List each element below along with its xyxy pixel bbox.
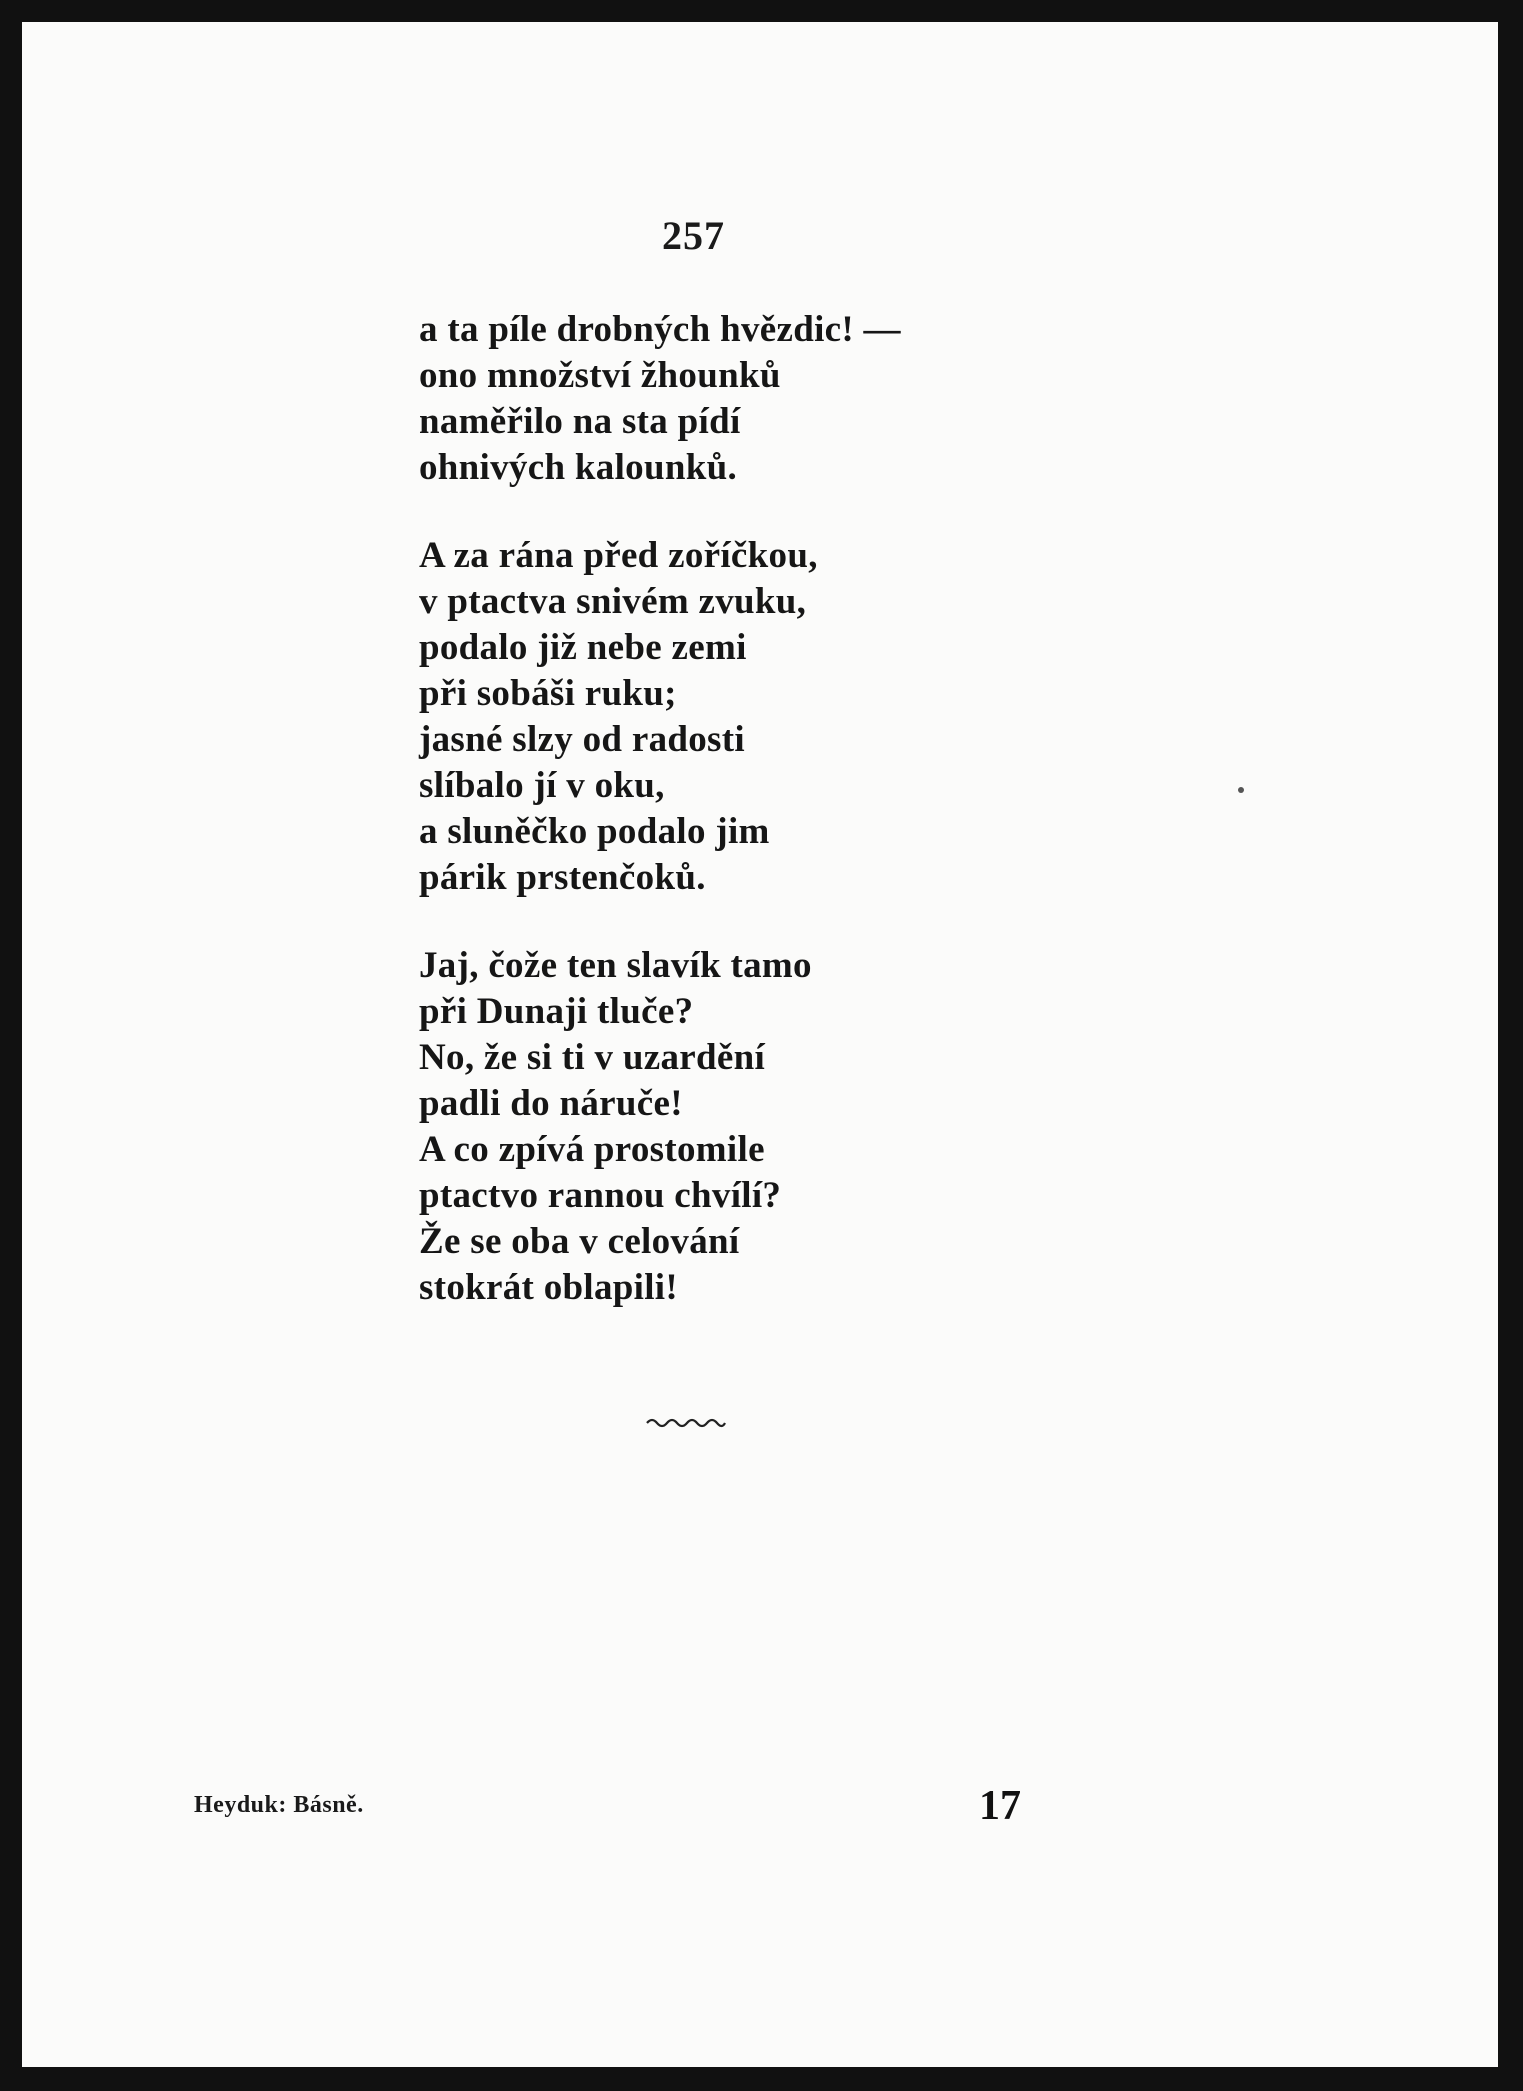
poem-line: jasné slzy od radosti: [419, 719, 745, 760]
poem-line: při Dunaji tluče?: [419, 991, 694, 1032]
footer-signature: Heyduk: Básně.: [194, 1792, 364, 1818]
ornament-divider-icon: [645, 1414, 727, 1430]
poem-line: ptactvo rannou chvílí?: [419, 1175, 782, 1216]
poem-line: No, že si ti v uzardění: [419, 1037, 766, 1078]
poem-line: ohnivých kalounků.: [419, 447, 738, 488]
stanza-2: [419, 533, 1119, 901]
poem-line: párik prstenčoků.: [419, 857, 706, 898]
stanza-3: [419, 943, 1119, 1311]
poem-line: v ptactva snivém zvuku,: [419, 581, 807, 622]
poem-line: a ta píle drobných hvězdic! —: [419, 309, 901, 350]
poem-line: ono množství žhounků: [419, 355, 781, 396]
poem-line: slíbalo jí v oku,: [419, 765, 665, 806]
poem-line: padli do náruče!: [419, 1083, 683, 1124]
poem-line: podalo již nebe zemi: [419, 627, 747, 668]
poem-line: stokrát oblapili!: [419, 1267, 678, 1308]
poem-line: Jaj, čože ten slavík tamo: [419, 945, 812, 986]
poem-line: při sobáši ruku;: [419, 673, 677, 714]
page-number: 257: [662, 213, 725, 258]
poem-line: Že se oba v celování: [419, 1221, 740, 1262]
print-speck-icon: [1238, 787, 1244, 793]
poem: [419, 307, 1119, 1353]
sheet-number: 17: [979, 1783, 1021, 1829]
poem-line: naměřilo na sta pídí: [419, 401, 741, 442]
poem-line: A za rána před zoříčkou,: [419, 535, 818, 576]
book-page: [22, 22, 1498, 2067]
poem-line: A co zpívá prostomile: [419, 1129, 765, 1170]
poem-line: a sluněčko podalo jim: [419, 811, 770, 852]
stanza-1: [419, 307, 1119, 491]
